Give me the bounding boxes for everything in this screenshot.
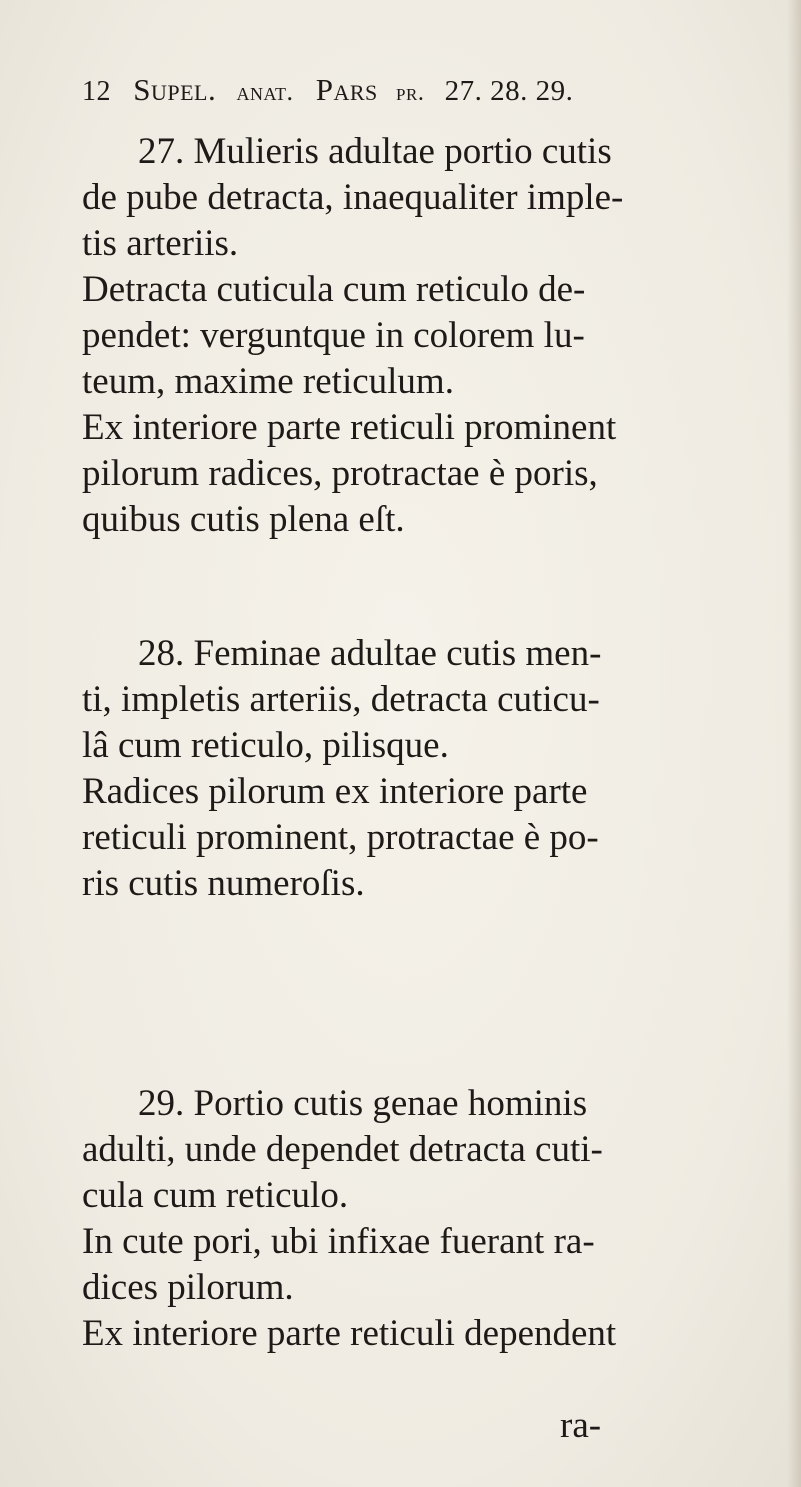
entry-line: cula cum reticulo.	[82, 1175, 349, 1216]
running-title-pr: pr.	[396, 80, 425, 106]
entry-line: ris cutis numeroſis.	[82, 863, 365, 904]
folio-number: 12	[82, 76, 111, 107]
entry-line: reticuli prominent, protractae è po-	[82, 817, 599, 858]
entry-line: quibus cutis plena eſt.	[82, 499, 405, 540]
entry-line: lâ cum reticulo, pilisque.	[82, 725, 449, 766]
entry-line: 27. Mulieris adultae portio cutis	[138, 131, 612, 172]
entry-line: pendet: verguntque in colorem lu-	[82, 315, 585, 356]
entry-line: In cute pori, ubi infixae fuerant ra-	[82, 1221, 595, 1262]
entry-line: Radices pilorum ex interiore parte	[82, 771, 588, 812]
entry-line: Detracta cuticula cum reticulo de-	[82, 269, 586, 310]
page-edge-shadow	[787, 0, 801, 1487]
entry-line: 29. Portio cutis genae hominis	[138, 1083, 588, 1124]
running-title: Supel.	[133, 72, 217, 107]
entry-line: pilorum radices, protractae è poris,	[82, 453, 598, 494]
entry-line: de pube detracta, inaequaliter imple-	[82, 177, 624, 218]
entry-line: Ex interiore parte reticuli prominent	[82, 407, 617, 448]
header-item-numbers: 27. 28. 29.	[444, 75, 574, 107]
catchword: ra-	[560, 1405, 602, 1446]
entry-line: dices pilorum.	[82, 1267, 294, 1308]
running-header	[82, 72, 742, 116]
entry-line: teum, maxime reticulum.	[82, 361, 454, 402]
running-title-pars: Pars	[315, 72, 378, 107]
entry-line: adulti, unde dependet detracta cuti-	[82, 1129, 603, 1170]
entry-line: Ex interiore parte reticuli dependent	[82, 1313, 617, 1354]
running-title-anat: anat.	[236, 77, 294, 106]
entry-line: ti, impletis arteriis, detracta cuticu-	[82, 679, 600, 720]
entry-line: 28. Feminae adultae cutis men-	[138, 633, 602, 674]
entry-line: tis arteriis.	[82, 223, 239, 264]
